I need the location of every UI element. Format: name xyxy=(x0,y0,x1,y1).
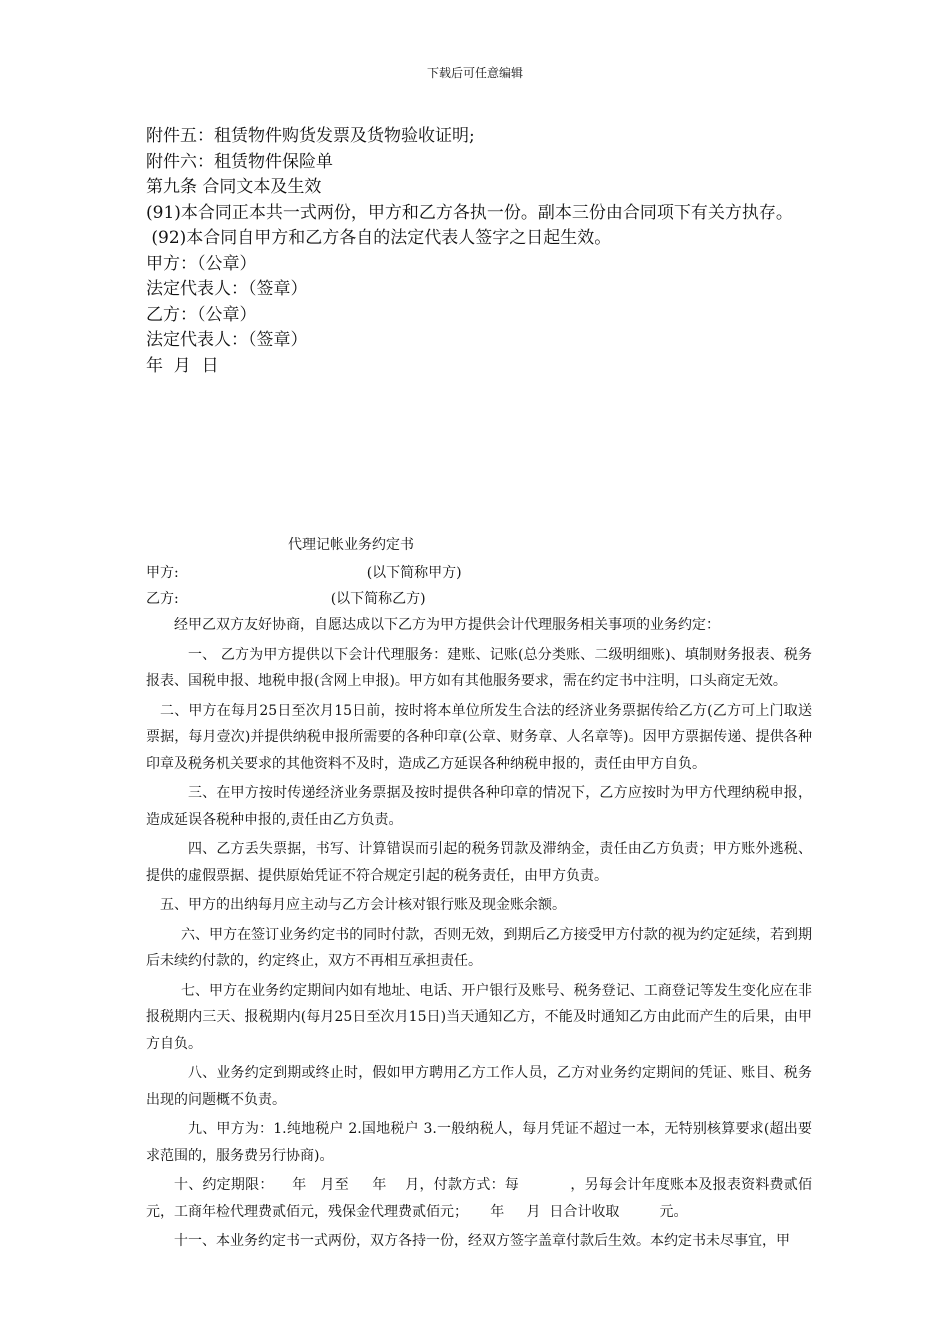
clause-4-paragraph: 四、乙方丢失票据，书写、计算错误而引起的税务罚款及滞纳金，责任由乙方负责；甲方账外逃税、提供的虚假票据、提供原始凭证不符合规定引起的税务责任，由甲方负责。 xyxy=(146,841,812,884)
party-b-seal-line: 乙方：（公章） xyxy=(146,304,257,325)
preamble-paragraph: 经甲乙双方友好协商，自愿达成以下乙方为甲方提供会计代理服务相关事项的业务约定： xyxy=(174,617,720,633)
party-b-representative-line: 法定代表人：（签章） xyxy=(146,330,308,350)
clause-7-paragraph: 七、甲方在业务约定期间内如有地址、电话、开户银行及账号、税务登记、工商登记等发生变化应在非报税期内三天、报税期内(每月25日至次月15日)当天通知乙方，不能及时通知乙方由此而产生的后果，由甲方自负。 xyxy=(146,982,812,1052)
date-line: 年 月 日 xyxy=(146,355,219,376)
article-nine-heading: 第九条 合同文本及生效 xyxy=(146,177,322,197)
clause-92: (92)本合同自甲方和乙方各自的法定代表人签字之日起生效。 xyxy=(146,228,612,248)
clause-91: (91)本合同正本共一式两份，甲方和乙方各执一份。副本三份由合同项下有关方执存。 xyxy=(146,202,793,223)
party-a-row xyxy=(146,560,812,586)
party-b-note: (以下简称乙方) xyxy=(330,591,426,607)
party-a-seal-line: 甲方：（公章） xyxy=(146,253,257,274)
clause-2-paragraph: 二、甲方在每月25日至次月15日前，按时将本单位所发生合法的经济业务票据传给乙方(乙方可上门取送票据，每月壹次)并提供纳税申报所需要的各种印章(公章、财务章、人名章等)。因甲方票据传递、提供各种印章及税务机关要求的其他资料不及时，造成乙方延误各种纳税申报的，责任由甲方自负。 xyxy=(146,702,812,772)
attachment-six-line: 附件六：租赁物件保险单 xyxy=(146,151,333,172)
clause-5-paragraph: 五、甲方的出纳每月应主动与乙方会计核对银行账及现金账余额。 xyxy=(160,897,566,913)
party-a-representative-line: 法定代表人：（签章） xyxy=(146,279,308,299)
clause-11-paragraph: 十一、本业务约定书一式两份，双方各持一份，经双方签字盖章付款后生效。本约定书未尽事宜，甲 xyxy=(174,1233,790,1249)
agreement-title: 代理记帐业务约定书 xyxy=(288,537,414,553)
clause-3-paragraph: 三、在甲方按时传递经济业务票据及按时提供各种印章的情况下，乙方应按时为甲方代理纳税申报，造成延误各税种申报的,责任由乙方负责。 xyxy=(146,785,812,828)
clause-8-paragraph: 八、业务约定到期或终止时，假如甲方聘用乙方工作人员，乙方对业务约定期间的凭证、账目、税务出现的问题概不负责。 xyxy=(146,1065,812,1108)
clause-1-paragraph: 一、 乙方为甲方提供以下会计代理服务：建账、记账(总分类账、二级明细账)、填制财务报表、税务报表、国税申报、地税申报(含网上申报)。甲方如有其他服务要求，需在约定书中注明，口头商定无效。 xyxy=(146,646,812,689)
attachment-five-line: 附件五：租赁物件购货发票及货物验收证明; xyxy=(146,126,475,146)
party-b-row xyxy=(146,586,812,612)
clause-6-paragraph: 六、甲方在签订业务约定书的同时付款，否则无效，到期后乙方接受甲方付款的视为约定延续，若到期后未续约付款的，约定终止，双方不再相互承担责任。 xyxy=(146,926,812,969)
page-header: 下载后可任意编辑 xyxy=(426,66,523,80)
contract-ending-section xyxy=(146,124,846,379)
clause-10-paragraph: 十、约定期限： 年 月至 年 月，付款方式：每 ，另每会计年度账本及报表资料费贰佰元，工商年检代理费贰佰元，残保金代理费贰佰元； 年 月 日合计收取 元。 xyxy=(146,1177,812,1220)
party-a-label: 甲方: xyxy=(146,565,179,581)
party-a-note: (以下简称甲方) xyxy=(366,565,462,581)
bookkeeping-agreement xyxy=(146,530,812,1258)
party-b-label: 乙方: xyxy=(146,591,179,607)
clause-9-paragraph: 九、甲方为：1.纯地税户 2.国地税户 3.一般纳税人，每月凭证不超过一本，无特别核算要求(超出要求范围的，服务费另行协商)。 xyxy=(146,1121,812,1164)
